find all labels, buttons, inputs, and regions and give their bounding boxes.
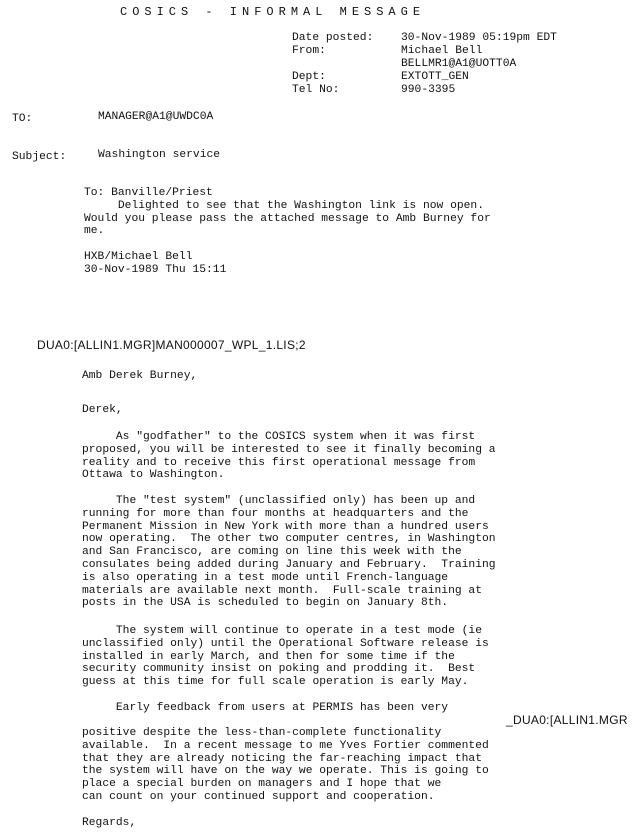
paragraph-1 [82,431,496,482]
text-line: installed in early March, and then for some time if the [82,650,455,663]
text-line: place a special burden on managers and I hope that we [82,778,442,791]
from-label: From: [292,45,326,57]
text-line: available. In a recent message to me Yves Fortier commented [82,739,489,752]
text-line: security community insist on poking and prodding it. Best [82,663,476,676]
paragraph-3 [82,625,489,689]
text-line: Ottawa to Washington. [82,469,225,482]
signature-name: HXB/Michael Bell [84,251,193,263]
paragraph-4-first-line: Early feedback from users at PERMIS has been very [82,702,449,714]
subject-value: Washington service [98,149,221,161]
tel-value: 990-3395 [401,84,456,96]
dept-label: Dept: [292,71,326,83]
text-line: can count on your continued support and cooperation. [82,790,435,803]
salutation-formal: Amb Derek Burney, [82,370,198,382]
to-value: MANAGER@A1@UWDC0A [98,111,214,123]
text-line: Permanent Mission in New York with more than a hundred users [82,520,489,533]
text-line: running for more than four months at headquarters and the [82,507,469,520]
text-line: As "godfather" to the COSICS system when it was first [82,431,476,443]
cover-line: Delighted to see that the Washington link is now open. [84,199,484,212]
text-line: materials are available next month. Full-scale training at [82,584,482,597]
subject-label: Subject: [12,151,67,163]
from-address: BELLMR1@A1@UOTT0A [401,58,517,70]
cover-line: Would you please pass the attached message to Amb Burney for [84,212,491,225]
text-line: The "test system" (unclassified only) has been up and [82,495,476,507]
file-reference-margin: _DUA0:[ALLIN1.MGR [506,713,628,727]
text-line: unclassified only) until the Operational Software release is [82,637,489,650]
text-line: and San Francisco, are coming on line this week with the [82,546,462,559]
paragraph-4 [82,727,489,804]
from-name: Michael Bell [401,45,483,57]
cover-signature [84,251,226,277]
cover-line: me. [84,225,105,238]
text-line: posts in the USA is scheduled to begin on January 8th. [82,597,449,610]
text-line: positive despite the less-than-complete functionality [82,727,442,739]
dept-value: EXTOTT_GEN [401,71,469,83]
tel-label: Tel No: [292,84,340,96]
cover-note [84,187,491,238]
paragraph-2 [82,495,496,610]
text-line: proposed, you will be interested to see it finally becoming a [82,443,496,456]
text-line: guess at this time for full scale operation is early May. [82,676,469,689]
memo-banner: COSICS - INFORMAL MESSAGE [120,5,426,19]
text-line: The system will continue to operate in a test mode (ie [82,625,482,637]
text-line: the system will have on the way we operate. This is going to [82,765,489,778]
to-label: TO: [12,113,33,125]
date-value: 30-Nov-1989 05:19pm EDT [401,32,557,44]
text-line: now operating. The other two computer centres, in Washington [82,533,496,546]
file-reference: DUA0:[ALLIN1.MGR]MAN000007_WPL_1.LIS;2 [37,338,306,352]
salutation: Derek, [82,404,123,416]
text-line: reality and to receive this first operational message from [82,456,476,469]
signature-timestamp: 30-Nov-1989 Thu 15:11 [84,263,227,276]
text-line: is also operating in a test mode until French-language [82,571,449,584]
text-line: that they are already noticing the far-reaching impact that [82,752,482,765]
text-line: consulates being added during January and February. Training [82,558,496,571]
closing: Regards, [82,817,137,829]
cover-line: To: Banville/Priest [84,187,213,199]
date-label: Date posted: [292,32,374,44]
